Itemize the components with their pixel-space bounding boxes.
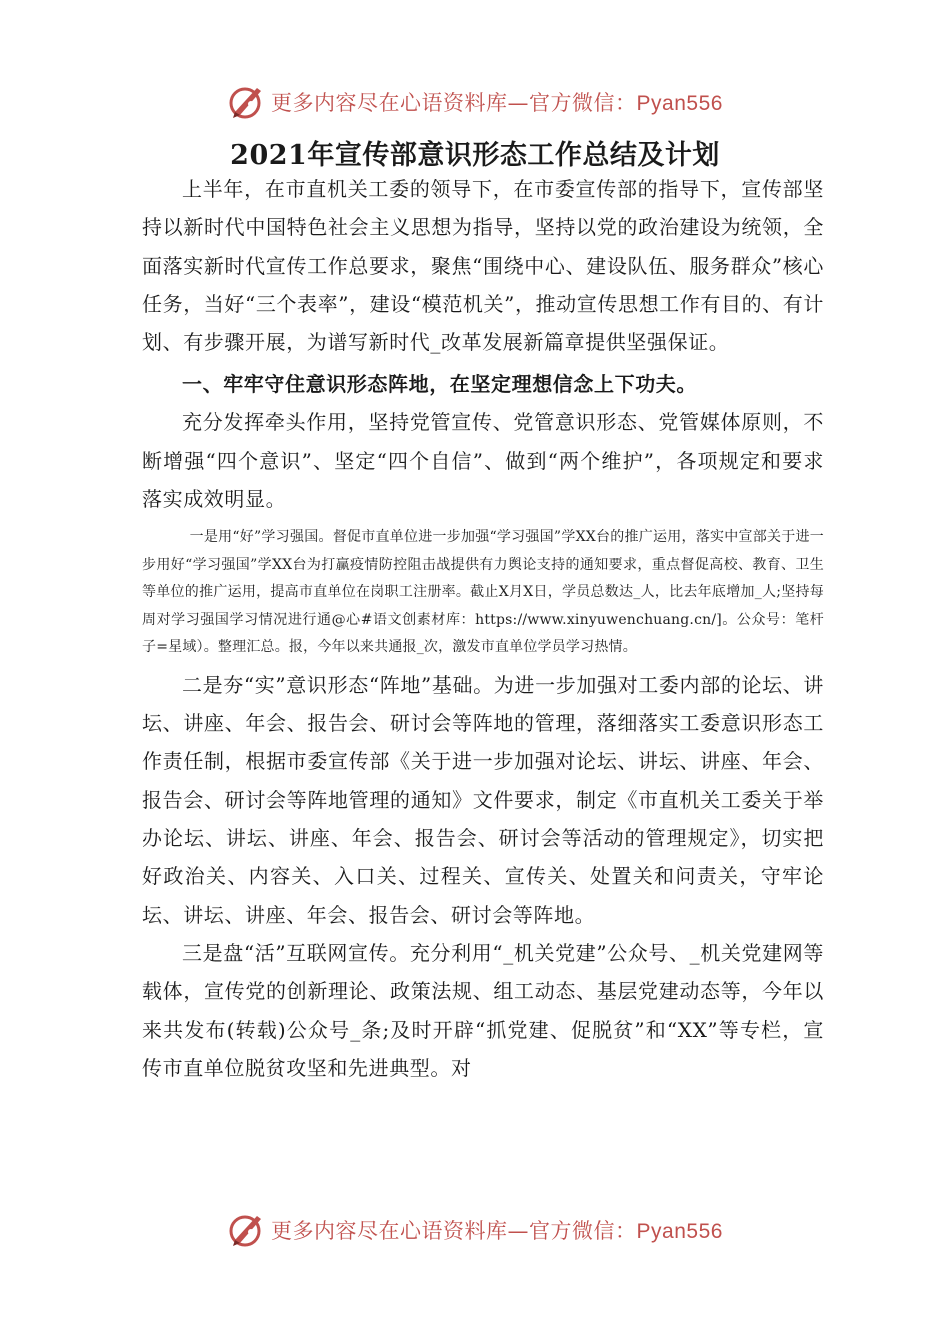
banner-label: 更多内容尽在心语资料库—官方微信： xyxy=(271,91,637,115)
document-title: 2021年宣传部意识形态工作总结及计划 xyxy=(230,140,720,171)
header-banner xyxy=(0,80,950,124)
banner-wechat-id: Pyan556 xyxy=(636,1220,723,1243)
pen-circle-logo-icon xyxy=(227,82,267,122)
item-2-paragraph: 二是夯“实”意识形态“阵地”基础。为进一步加强对工委内部的论坛、讲坛、讲座、年会、报告会、研讨会等阵地的管理，落细落实工委意识形态工作责任制，根据市委宣传部《关于进一步加强对论坛、讲坛、讲座、年会、报告会、研讨会等阵地管理的通知》文件要求，制定《市直机关工委关于举办论坛、讲坛、讲座、年会、报告会、研讨会等活动的管理规定》，切实把好政治关、内容关、入口关、过程关、宣传关、处置关和问责关，守牢论坛、讲坛、讲座、年会、报告会、研讨会等阵地。 xyxy=(142,672,824,927)
pen-circle-logo-icon xyxy=(227,1210,267,1250)
intro-paragraph: 上半年，在市直机关工委的领导下，在市委宣传部的指导下，宣传部坚持以新时代中国特色社会主义思想为指导，坚持以党的政治建设为统领，全面落实新时代宣传工作总要求，聚焦“围绕中心、建设队伍、服务群众”核心任务，当好“三个表率”，建设“模范机关”，推动宣传思想工作有目的、有计划、有步骤开展，为谱写新时代_改革发展新篇章提供坚强保证。 xyxy=(142,177,824,355)
banner-text xyxy=(271,87,723,117)
small-print-paragraph: 一是用“好”学习强国。督促市直单位进一步加强“学习强国”学XX台的推广运用，落实中宣部关于进一步用好“学习强国”学XX台为打赢疫情防控阻击战提供有力舆论支持的通知要求，重点督促高校、教育、卫生等单位的推广运用，提高市直单位在岗职工注册率。截止X月X日，学员总数达_人，比去年底增加_人;坚持每周对学习强国学习情况进行通@心#语文创素材库：https://www.xinyuwenchuang.cn/]。公众号：笔杆子=星域）。整理汇总。报，今年以来共通报_次，激发市直单位学员学习热情。 xyxy=(142,529,824,656)
banner-label: 更多内容尽在心语资料库—官方微信： xyxy=(271,1219,637,1243)
section-1-paragraph: 充分发挥牵头作用，坚持党管宣传、党管意识形态、党管媒体原则，不断增强“四个意识”、坚定“四个自信”、做到“两个维护”，各项规定和要求落实成效明显。 xyxy=(142,410,824,512)
banner-wechat-id: Pyan556 xyxy=(636,92,723,115)
item-3-paragraph: 三是盘“活”互联网宣传。充分利用“_机关党建”公众号、_机关党建网等载体，宣传党的创新理论、政策法规、组工动态、基层党建动态等，今年以来共发布(转载)公众号_条;及时开辟“抓党建、促脱贫”和“XX”等专栏，宣传市直单位脱贫攻坚和先进典型。对 xyxy=(142,940,824,1080)
footer-banner xyxy=(0,1208,950,1252)
banner-text xyxy=(271,1215,723,1245)
section-heading-1: 一、牢牢守住意识形态阵地，在坚定理想信念上下功夫。 xyxy=(182,372,697,397)
document-body xyxy=(142,170,824,1087)
